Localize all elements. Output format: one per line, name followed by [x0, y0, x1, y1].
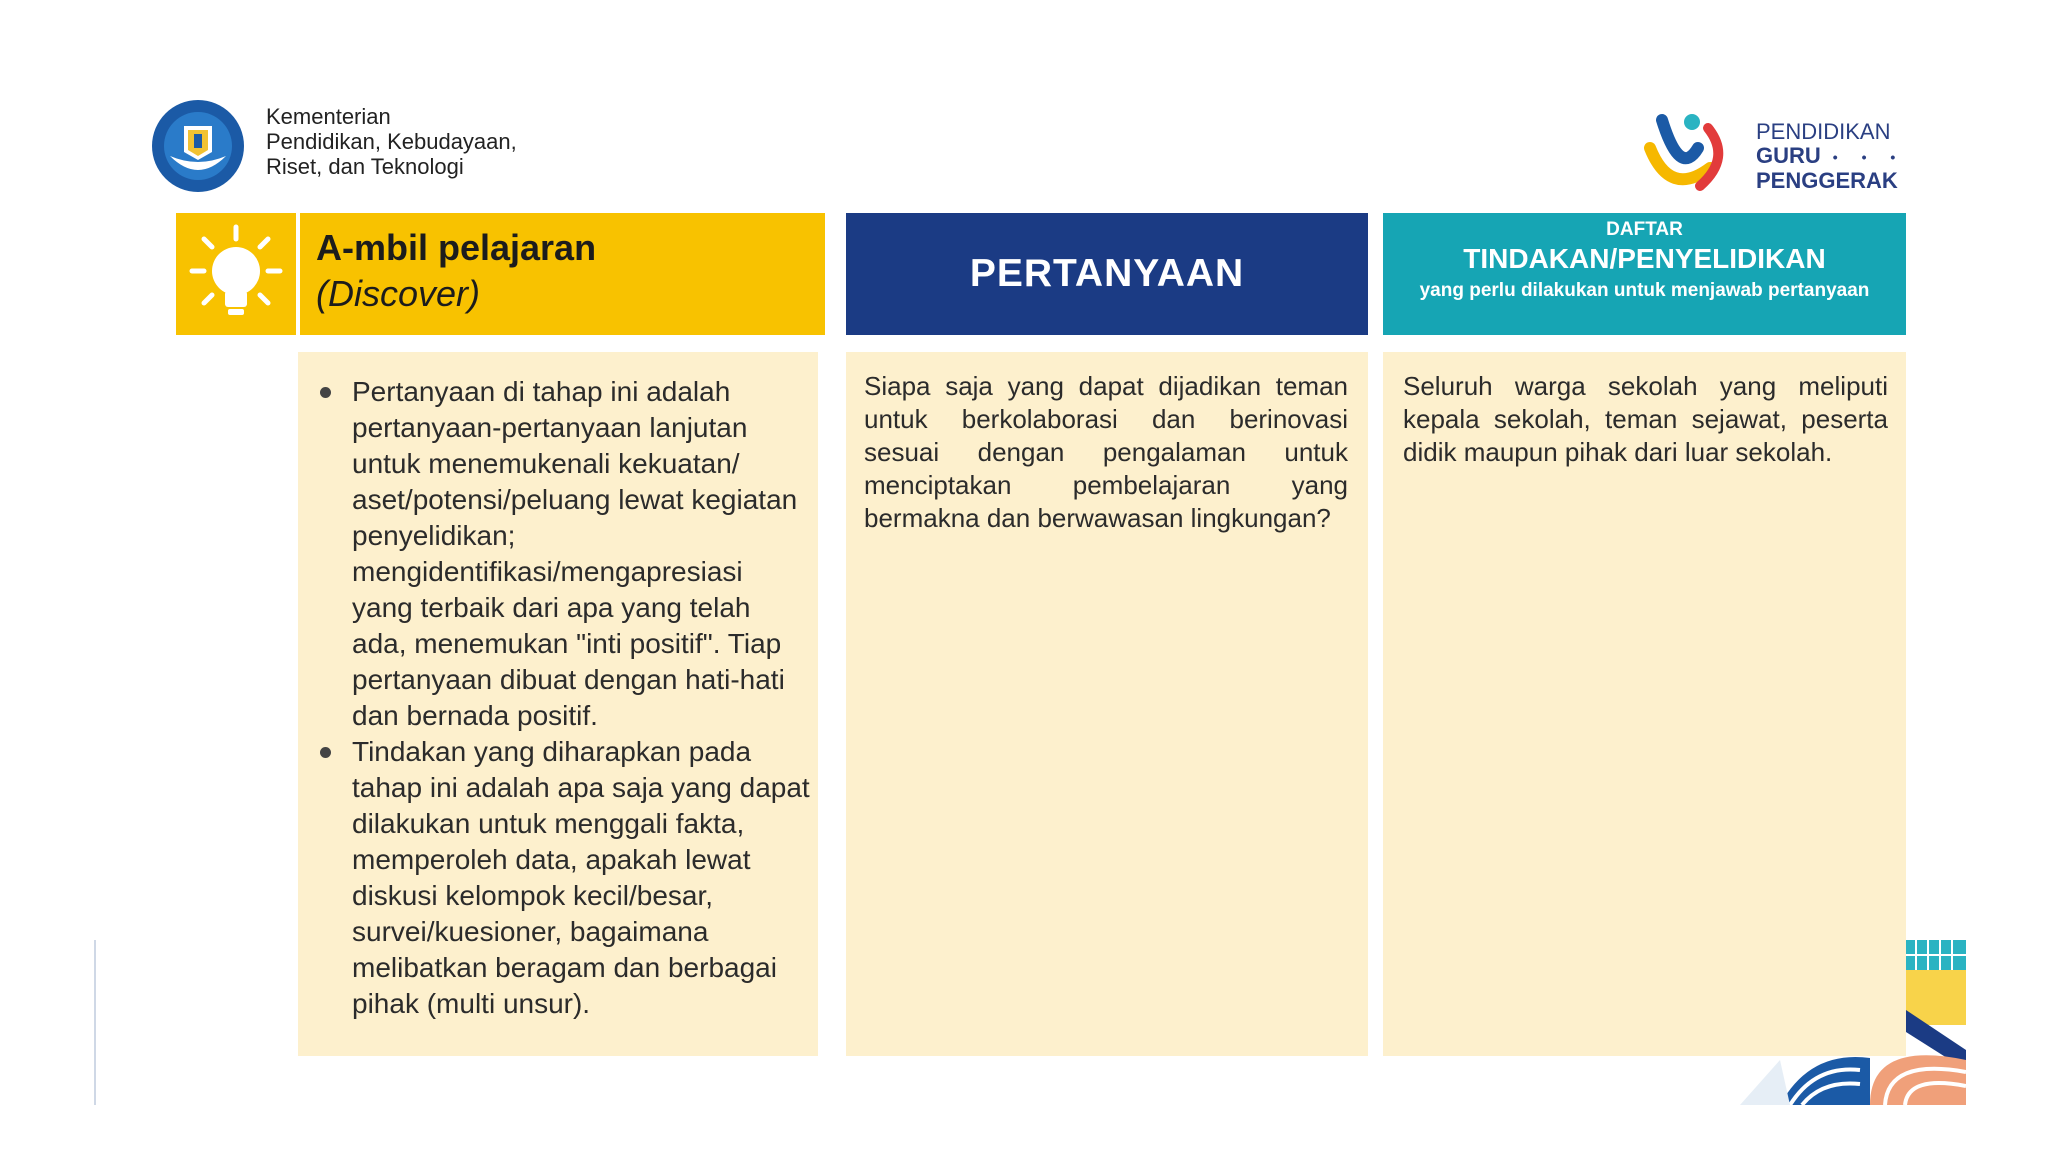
questions-text: Siapa saja yang dapat dijadikan teman untuk berkolaborasi dan berinovasi sesuai dengan pengalaman untuk menciptakan pembelajaran yang bermakna dan berwawasan lingkungan? — [864, 371, 1348, 533]
list-item — [320, 734, 810, 1022]
bullet-icon — [320, 387, 331, 398]
program-logo — [1640, 108, 1750, 198]
lightbulb-icon — [176, 213, 296, 335]
actions-text: Seluruh warga sekolah yang meliputi kepala sekolah, teman sejawat, peserta didik maupun pihak dari luar sekolah. — [1403, 371, 1888, 467]
discover-title: A-mbil pelajaran — [316, 227, 597, 268]
discover-bullet-list — [320, 374, 810, 1022]
actions-line2: TINDAKAN/PENYELIDIKAN — [1463, 243, 1826, 274]
ministry-line: Pendidikan, Kebudayaan, — [266, 129, 517, 154]
column-header-discover — [300, 213, 825, 335]
program-line: PENDIDIKAN — [1756, 119, 1891, 144]
lightbulb-box — [176, 213, 296, 335]
ministry-logo — [150, 98, 246, 194]
discover-subtitle: (Discover) — [316, 273, 481, 314]
actions-line3: yang perlu dilakukan untuk menjawab pertanyaan — [1419, 280, 1870, 301]
decorative-line — [94, 940, 96, 1105]
bullet-text: Pertanyaan di tahap ini adalah pertanyaan-pertanyaan lanjutan untuk menemukenali kekuatan/ aset/potensi/peluang lewat kegiatan penyelidikan; mengidentifikasi/mengapresiasi yang terbaik dari apa yang telah ada, menemukan "inti positif". Tiap pertanyaan dibuat dengan hati-hati dan bernada positif. — [352, 376, 798, 731]
bullet-text: Tindakan yang diharapkan pada tahap ini adalah apa saja yang dapat dilakukan untuk menggali fakta, memperoleh data, apakah lewat diskusi kelompok kecil/besar, survei/kuesioner, bagaimana melibatkan beragam dan berbagai pihak (multi unsur). — [352, 736, 810, 1019]
program-dots: • • • — [1832, 149, 1906, 166]
list-item — [320, 374, 810, 734]
bullet-icon — [320, 747, 331, 758]
questions-panel — [846, 352, 1368, 1056]
program-line: GURU — [1756, 143, 1821, 168]
ministry-name — [266, 104, 517, 179]
column-header-questions — [846, 213, 1368, 335]
ministry-line: Kementerian — [266, 104, 391, 129]
column-header-actions — [1383, 213, 1906, 335]
ministry-line: Riset, dan Teknologi — [266, 154, 464, 179]
program-name — [1756, 120, 1905, 193]
decorative-pattern — [1720, 940, 1966, 1105]
questions-title: PERTANYAAN — [969, 252, 1245, 295]
actions-line1: DAFTAR — [1606, 219, 1683, 240]
program-line: PENGGERAK — [1756, 168, 1898, 194]
discover-panel — [298, 352, 818, 1056]
